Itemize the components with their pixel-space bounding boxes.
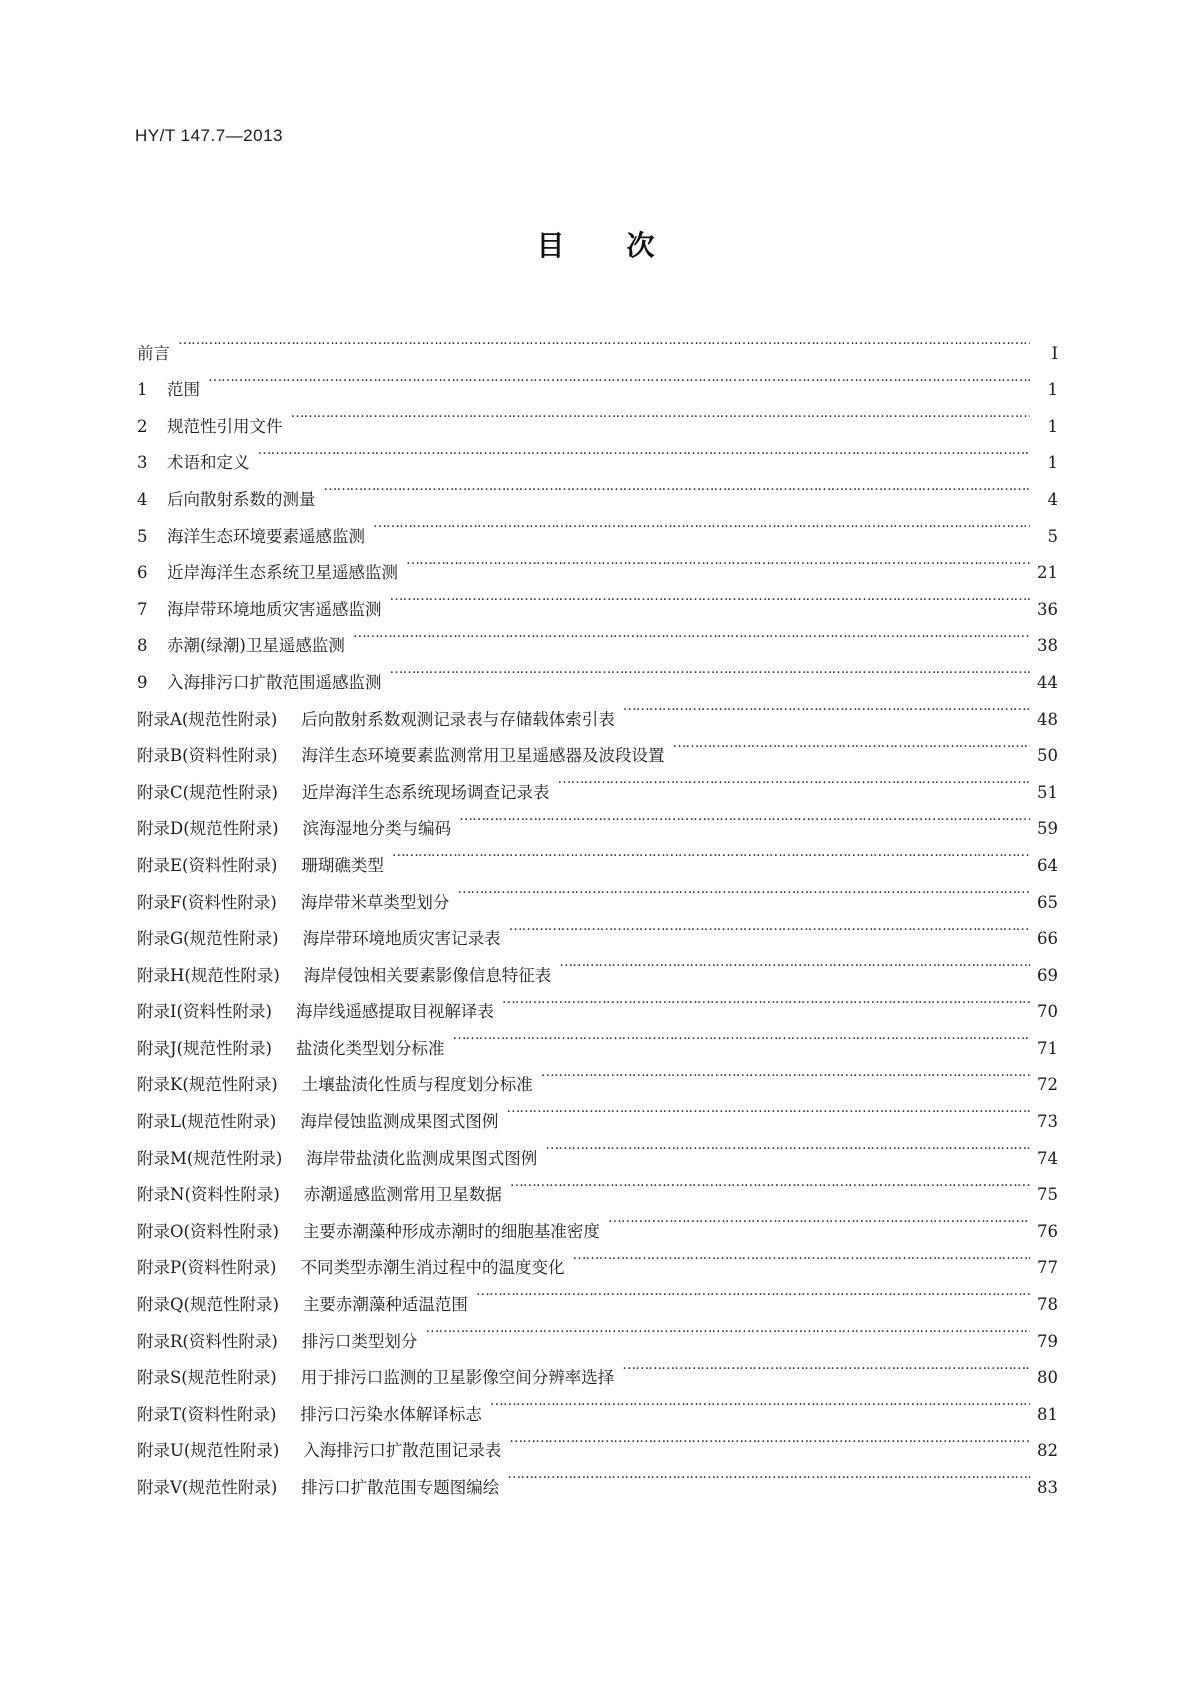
toc-entry-label: 滨海湿地分类与编码 [302,819,452,839]
toc-entry-page: 4 [1047,489,1058,509]
toc-entry-number: 2 [137,416,148,436]
toc-leader-dots [502,981,1030,1018]
toc-entry-page: 74 [1037,1148,1058,1168]
toc-leader-dots [572,1237,1030,1274]
toc-appendix-tag: 附录R(资料性附录) [137,1331,278,1351]
toc-entry-label: 海岸侵蚀相关要素影像信息特征表 [303,965,552,985]
standard-number: HY/T 147.7—2013 [135,126,283,145]
toc-entry-label: 排污口扩散范围专题图编绘 [301,1478,500,1497]
toc-appendix-entry[interactable] [137,1017,1058,1058]
toc-entry-label: 海岸带盐渍化监测成果图式图例 [306,1148,538,1168]
toc-entry-page: 59 [1037,819,1058,839]
toc-entry-label: 近岸海洋生态系统卫星遥感监测 [167,563,398,583]
toc-leader-dots [559,944,1030,981]
toc-appendix-tag: 附录D(规范性附录) [137,819,279,839]
toc-leader-dots [258,432,1031,469]
toc-entry-label: 入海排污口扩散范围记录表 [303,1441,502,1461]
toc-entry-label: 前言 [137,343,170,363]
toc-leader-dots [507,1456,1030,1493]
toc-entry-page: 70 [1037,1002,1058,1022]
toc-entry-number: 6 [137,563,148,583]
toc-entry-label: 珊瑚礁类型 [301,855,384,875]
toc-appendix-tag: 附录U(规范性附录) [137,1441,280,1461]
toc-appendix-tag: 附录V(规范性附录) [137,1478,278,1497]
toc-appendix-tag: 附录L(规范性附录) [137,1112,277,1132]
toc-entry-label: 海岸带环境地质灾害遥感监测 [167,599,382,619]
toc-entry-page: 77 [1037,1258,1058,1278]
toc-appendix-tag: 附录P(资料性附录) [137,1258,277,1278]
toc-entry-page: 21 [1037,563,1058,583]
toc-entry[interactable] [137,322,1058,363]
toc-leader-dots [392,834,1030,871]
toc-appendix-tag: 附录B(资料性附录) [137,746,278,766]
toc-leader-dots [506,1090,1030,1127]
toc-entry-page: 1 [1047,453,1058,473]
toc-entry-number: 8 [137,636,148,656]
toc-entry-number: 7 [137,599,148,619]
toc-entry-number: 9 [137,672,148,692]
toc-entry[interactable] [137,432,1058,473]
toc-entry-page: 69 [1037,965,1058,985]
toc-entry-label: 海洋生态环境要素监测常用卫星遥感器及波段设置 [301,746,665,766]
toc-leader-dots [608,1200,1030,1237]
toc-entry-page: 65 [1037,892,1058,912]
toc-entry-number: 1 [137,380,148,400]
toc-entry-page: 51 [1037,782,1058,802]
toc-appendix-tag: 附录C(规范性附录) [137,782,278,802]
toc-entry-page: 73 [1037,1112,1058,1132]
toc-entry-label: 海岸线遥感提取目视解译表 [295,1002,494,1022]
toc-entry-label: 赤潮(绿潮)卫星遥感监测 [167,636,345,656]
toc-entry-page: 81 [1037,1404,1058,1424]
toc-entry-page: 76 [1037,1221,1058,1241]
toc-entry-label: 后向散射系数观测记录表与存储载体索引表 [301,709,615,729]
toc-leader-dots [509,1420,1030,1457]
toc-appendix-tag: 附录I(资料性附录) [137,1002,272,1022]
toc-entry-label: 主要赤潮藻种形成赤潮时的细胞基准密度 [302,1221,600,1241]
toc-entry-page: 83 [1037,1478,1058,1497]
toc-entry[interactable] [137,395,1058,436]
toc-appendix-tag: 附录A(规范性附录) [137,709,278,729]
toc-entry-label: 盐渍化类型划分标准 [296,1038,445,1058]
toc-appendix-tag: 附录T(资料性附录) [137,1404,277,1424]
toc-entry-label: 近岸海洋生态系统现场调查记录表 [302,782,550,802]
toc-leader-dots [208,359,1030,396]
toc-leader-dots [623,688,1030,725]
toc-entry-label: 排污口污染水体解译标志 [300,1404,482,1424]
toc-leader-dots [459,798,1030,835]
toc-entry-page: 64 [1037,855,1058,875]
toc-appendix-tag: 附录G(规范性附录) [137,929,279,949]
toc-entry-label: 土壤盐渍化性质与程度划分标准 [301,1075,533,1095]
toc-entry-page: 82 [1037,1441,1058,1461]
toc-entry-page: 1 [1047,416,1058,436]
table-of-contents [137,322,1058,1497]
toc-leader-dots [490,1383,1030,1420]
toc-appendix-tag: 附录M(规范性附录) [137,1148,283,1168]
toc-leader-dots [457,871,1030,908]
toc-entry[interactable] [137,359,1058,400]
toc-entry-label: 海岸带米草类型划分 [300,892,450,912]
toc-entry-label: 术语和定义 [167,453,250,473]
toc-appendix-tag: 附录K(规范性附录) [137,1075,278,1095]
toc-entry-label: 不同类型赤潮生消过程中的温度变化 [300,1258,565,1278]
toc-leader-dots [353,615,1030,652]
toc-leader-dots [291,395,1031,432]
toc-entry-page: 38 [1037,636,1058,656]
toc-entry-page: 71 [1037,1038,1058,1058]
toc-entry-page: 44 [1037,672,1058,692]
toc-entry-page: 75 [1037,1185,1058,1205]
toc-leader-dots [425,1310,1030,1347]
toc-leader-dots [373,505,1030,542]
toc-entry-number: 4 [137,489,148,509]
toc-entry-page: 79 [1037,1331,1058,1351]
toc-leader-dots [178,322,1030,359]
toc-entry-label: 赤潮遥感监测常用卫星数据 [303,1185,502,1205]
toc-entry-label: 入海排污口扩散范围遥感监测 [167,672,382,692]
toc-leader-dots [324,468,1031,505]
toc-appendix-tag: 附录O(资料性附录) [137,1221,279,1241]
toc-entry-page: 78 [1037,1295,1058,1315]
toc-entry-label: 海岸侵蚀监测成果图式图例 [300,1112,499,1132]
toc-appendix-tag: 附录S(规范性附录) [137,1368,277,1388]
toc-appendix-tag: 附录N(资料性附录) [137,1185,280,1205]
toc-appendix-tag: 附录F(资料性附录) [137,892,277,912]
toc-appendix-tag: 附录E(资料性附录) [137,855,278,875]
toc-appendix-tag: 附录H(规范性附录) [137,965,280,985]
toc-entry-label: 规范性引用文件 [167,416,283,436]
toc-appendix-tag: 附录J(规范性附录) [137,1038,272,1058]
toc-leader-dots [558,761,1031,798]
toc-entry-page: 36 [1037,599,1058,619]
toc-entry-label: 海岸带环境地质灾害记录表 [302,929,501,949]
toc-appendix-entry[interactable] [137,1054,1058,1095]
toc-entry-label: 主要赤潮藻种适温范围 [302,1295,468,1315]
toc-leader-dots [509,908,1030,945]
toc-entry-page: 80 [1037,1368,1058,1388]
toc-leader-dots [390,578,1031,615]
toc-entry-page: 1 [1047,380,1058,400]
toc-leader-dots [622,1347,1030,1384]
toc-leader-dots [545,1127,1030,1164]
toc-entry-page: 48 [1037,709,1058,729]
toc-leader-dots [673,725,1031,762]
toc-leader-dots [453,1017,1031,1054]
toc-entry-page: 66 [1037,929,1058,949]
toc-entry-label: 排污口类型划分 [301,1331,418,1351]
toc-entry-label: 后向散射系数的测量 [167,489,316,509]
toc-leader-dots [476,1273,1030,1310]
toc-appendix-tag: 附录Q(规范性附录) [137,1295,279,1315]
toc-entry-page: Ⅰ [1051,343,1058,363]
toc-entry[interactable] [137,468,1058,509]
toc-leader-dots [406,542,1030,579]
toc-leader-dots [541,1054,1030,1091]
toc-entry-page: 72 [1037,1075,1058,1095]
toc-entry-page: 5 [1047,526,1058,546]
toc-entry-page: 50 [1037,746,1058,766]
toc-entry-label: 用于排污口监测的卫星影像空间分辨率选择 [300,1368,615,1388]
toc-leader-dots [390,651,1031,688]
toc-entry-number: 3 [137,453,148,473]
toc-entry-label: 范围 [167,380,200,400]
toc-leader-dots [510,1164,1030,1201]
toc-entry-label: 海洋生态环境要素遥感监测 [167,526,365,546]
page-title: 目次 [536,229,717,262]
toc-entry-number: 5 [137,526,148,546]
